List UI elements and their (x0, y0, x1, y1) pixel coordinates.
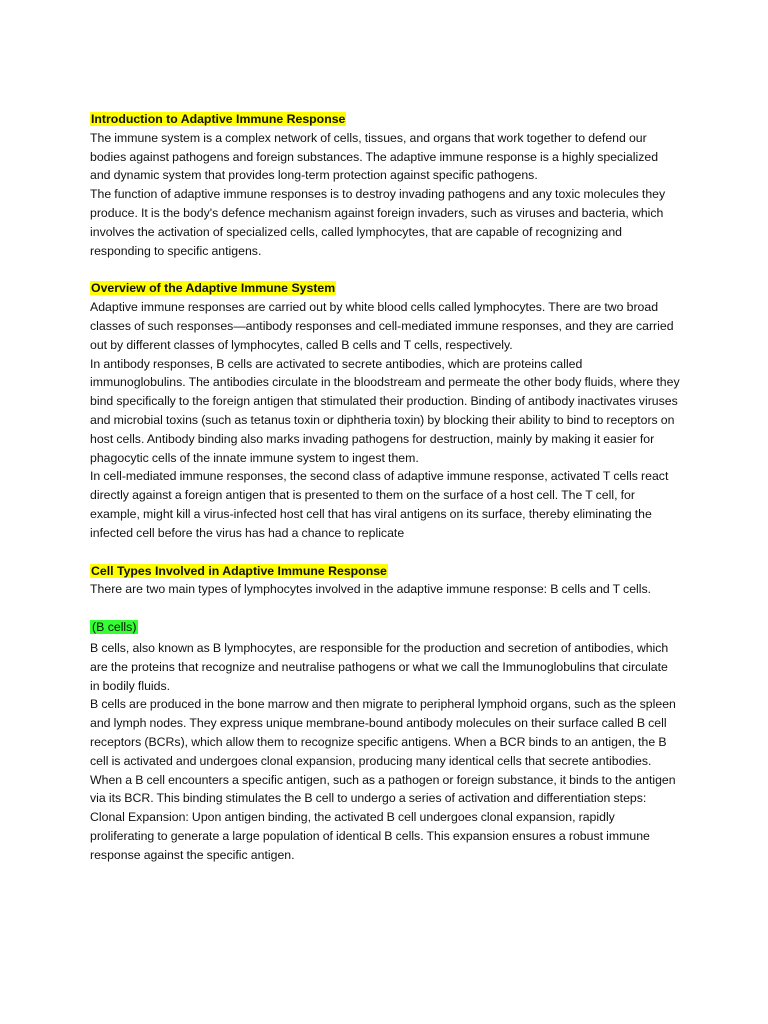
section-overview (90, 279, 680, 542)
section-heading: Overview of the Adaptive Immune System (91, 281, 336, 296)
sub-heading-b-cells: (B cells) (92, 620, 137, 635)
paragraph: There are two main types of lymphocytes involved in the adaptive immune response: B cells and T cells. (90, 582, 652, 597)
paragraph: In cell-mediated immune responses, the second class of adaptive immune response, activated T cells react directly against a foreign antigen that is presented to them on the surface of a host cell. The T cell, for example, might kill a virus-infected host cell that has viral antigens on its surface, thereby eliminating the infected cell before the virus has had a chance to replicate (90, 469, 669, 540)
section-b-cells (90, 618, 680, 864)
paragraph: When a B cell encounters a specific antigen, such as a pathogen or foreign substance, it binds to the antigen via its BCR. This binding stimulates the B cell to undergo a series of activation and differentiation steps: (90, 772, 676, 806)
paragraph: The immune system is a complex network of cells, tissues, and organs that work together to defend our bodies against pathogens and foreign substances. The adaptive immune response is a highly specialized and dynamic system that provides long-term protection against specific pathogens. (90, 130, 659, 183)
paragraph: In antibody responses, B cells are activated to secrete antibodies, which are proteins called immunoglobulins. The antibodies circulate in the bloodstream and permeate the other body fluids, where they bind specifically to the foreign antigen that stimulated their production. Binding of antibody inactivates viruses and microbial toxins (such as tetanus toxin or diphtheria toxin) by blocking their ability to bind to receptors on host cells. Antibody binding also marks invading pathogens for destruction, mainly by making it easier for phagocytic cells of the innate immune system to ingest them. (90, 356, 680, 465)
section-heading: Introduction to Adaptive Immune Response (91, 112, 346, 126)
section-intro (90, 110, 680, 260)
paragraph: B cells, also known as B lymphocytes, are responsible for the production and secretion of antibodies, which are the proteins that recognize and neutralise pathogens or what we call the Immunoglobulins that circulate in bodily fluids. (90, 640, 669, 693)
paragraph: Clonal Expansion: Upon antigen binding, the activated B cell undergoes clonal expansion, rapidly proliferating to generate a large population of identical B cells. This expansion ensures a robust immune response against the specific antigen. (90, 810, 650, 862)
paragraph: The function of adaptive immune responses is to destroy invading pathogens and any toxic molecules they produce. It is the body's defence mechanism against foreign invaders, such as viruses and bacteria, which involves the activation of specialized cells, called lymphocytes, that are capable of recognizing and responding to specific antigens. (90, 187, 666, 258)
paragraph: B cells are produced in the bone marrow and then migrate to peripheral lymphoid organs, such as the spleen and lymph nodes. They express unique membrane-bound antibody molecules on their surface called B cell receptors (BCRs), which allow them to recognize specific antigens. When a BCR binds to an antigen, the B cell is activated and undergoes clonal expansion, producing many identical cells that secrete antibodies. (90, 697, 676, 768)
section-heading: Cell Types Involved in Adaptive Immune Response (91, 563, 387, 578)
paragraph: Adaptive immune responses are carried out by white blood cells called lymphocytes. There are two broad classes of such responses—antibody responses and cell-mediated immune responses, and they are carried out by different classes of lymphocytes, called B cells and T cells, respectively. (90, 300, 674, 352)
section-cell-types (90, 562, 680, 600)
